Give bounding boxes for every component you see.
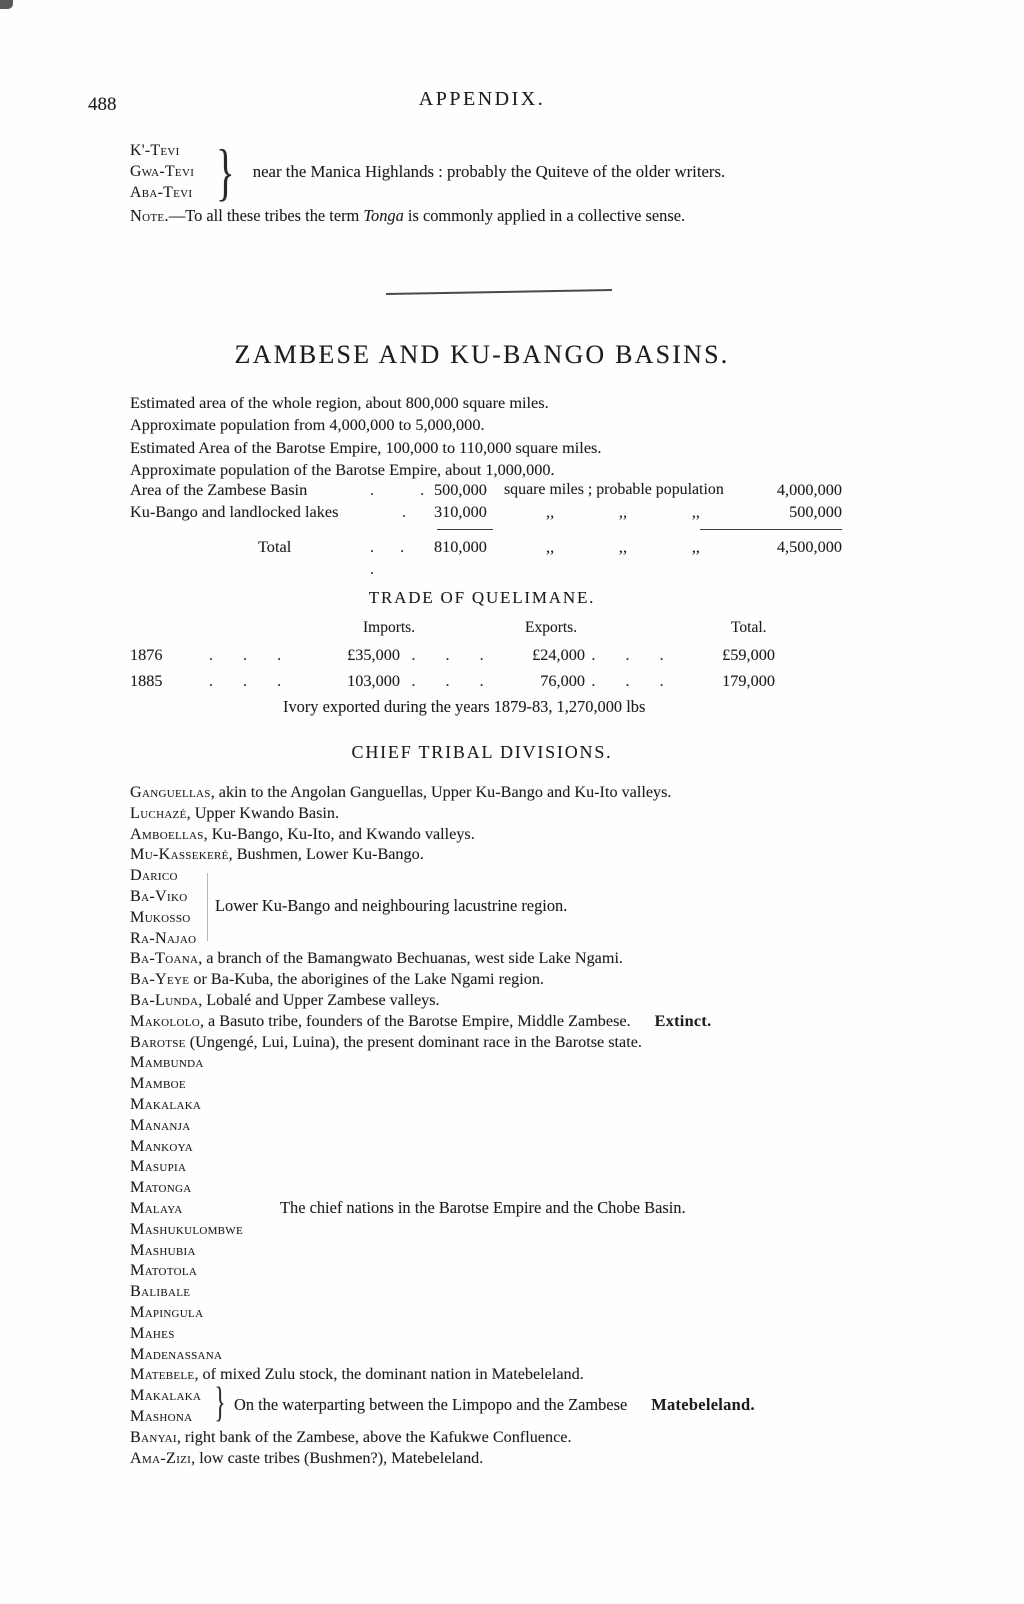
- exports-value: 76,000: [540, 671, 585, 690]
- entry-text: , low caste tribes (Bushmen?), Matebeleland.: [191, 1448, 484, 1467]
- tribal-entry: [130, 1115, 930, 1136]
- column-header-imports: Imports.: [363, 619, 416, 636]
- entry-text: On the waterparting between the Limpopo and the Zambese: [234, 1395, 628, 1415]
- dot-leader: . . .: [411, 671, 484, 690]
- table-row: [130, 642, 775, 668]
- ditto-marks: [504, 501, 734, 523]
- tribe-name: Mashona: [130, 1406, 193, 1425]
- dot-leader: . . .: [370, 537, 405, 578]
- dot-leader: .: [402, 502, 407, 521]
- year: 1885: [130, 671, 163, 690]
- tribe-name: Amboellas: [130, 824, 204, 843]
- tribe-name: Mamboe: [130, 1074, 186, 1093]
- entry-extra: Matebeleland.: [651, 1395, 755, 1415]
- tribal-entry: [130, 990, 930, 1011]
- tribe-name: Mu-Kassekeré: [130, 845, 229, 864]
- tribe-name: Mashukulombwe: [130, 1219, 244, 1238]
- tribe-name: Mananja: [130, 1115, 191, 1134]
- tribe-name: Matebele: [130, 1365, 195, 1384]
- tribe-name: Malaya: [130, 1198, 183, 1217]
- page-number: 488: [88, 94, 117, 115]
- stat-line: Estimated Area of the Barotse Empire, 100,000 to 110,000 square miles.: [130, 437, 602, 457]
- tribal-entry: [130, 824, 930, 845]
- stat-line: Approximate population of the Barotse Empire, about 1,000,000.: [130, 459, 555, 479]
- sum-rule-left: [437, 529, 493, 530]
- entry-text: (Ungengé, Lui, Luina), the present dominant race in the Barotse state.: [185, 1032, 642, 1051]
- brace-glyph: }: [216, 135, 235, 207]
- area-value: 810,000: [434, 537, 487, 556]
- tribe-name: Ganguellas: [130, 783, 211, 801]
- tribal-brace-group: [130, 1380, 930, 1427]
- tribe-name: Mambunda: [130, 1053, 204, 1072]
- tribal-stack: [130, 1052, 930, 1364]
- total-value: £59,000: [722, 645, 775, 664]
- entry-text: , of mixed Zulu stock, the dominant nation in Matebeleland.: [194, 1365, 584, 1384]
- tribe-name: Mahes: [130, 1323, 175, 1342]
- tribal-entry: [130, 803, 930, 824]
- ditto: ,,: [691, 502, 700, 521]
- area-value: 500,000: [434, 480, 487, 499]
- group-note: The chief nations in the Barotse Empire and the Chobe Basin.: [280, 1197, 686, 1217]
- stat-line: Approximate population from 4,000,000 to 5,000,000.: [130, 415, 485, 435]
- ditto: ,,: [618, 537, 628, 556]
- tribe-name: Ama-Zizi: [130, 1448, 192, 1467]
- note-label: Note.: [130, 206, 169, 225]
- tribal-entry: [130, 1011, 930, 1032]
- tribe-name: Makololo: [130, 1011, 200, 1030]
- tribe-name: K'-Tevi: [130, 142, 180, 159]
- tribe-name: Barotse: [130, 1032, 186, 1051]
- table-total-row: [130, 536, 842, 578]
- tribal-entry: [130, 1427, 930, 1448]
- entry-text: , Bushmen, Lower Ku-Bango.: [228, 845, 424, 864]
- note-line: [130, 206, 685, 226]
- scan-artifact-corner: [0, 0, 13, 9]
- ditto: ,,: [546, 502, 555, 521]
- note-text: To all these tribes the term: [185, 206, 364, 225]
- sum-rules: [130, 523, 842, 536]
- dot-leader: . . .: [591, 671, 664, 690]
- section-title-basins: ZAMBESE AND KU-BANGO BASINS.: [234, 340, 730, 369]
- tribal-entry: [130, 1344, 930, 1365]
- tribe-name: Ba-Lunda: [130, 990, 199, 1009]
- ditto: ,,: [546, 537, 555, 556]
- brace-glyph: }: [214, 1380, 226, 1427]
- tribal-entry: [130, 1240, 930, 1261]
- table-row: [130, 501, 842, 523]
- row-label: Total: [258, 537, 292, 556]
- tribal-entry: [130, 1302, 930, 1323]
- population-value: 4,500,000: [776, 537, 842, 556]
- section-title-tribal: CHIEF TRIBAL DIVISIONS.: [351, 742, 613, 762]
- area-population-table: [130, 479, 842, 578]
- tribal-entry: [130, 948, 930, 969]
- imports-value: 103,000: [347, 671, 400, 690]
- entry-text: , akin to the Angolan Ganguellas, Upper Ku-Bango and Ku-Ito valleys.: [210, 783, 672, 801]
- column-header-total: Total.: [731, 619, 767, 636]
- tribal-entry: [130, 865, 930, 886]
- tribe-name: Mukosso: [130, 907, 191, 926]
- ditto: ,,: [691, 537, 700, 556]
- entry-text: , Lobalé and Upper Zambese valleys.: [198, 990, 440, 1009]
- note-text: is commonly applied in a collective sense.: [403, 206, 686, 225]
- entry-text: , Upper Kwando Basin.: [186, 803, 340, 822]
- tribe-name: Makalaka: [130, 1094, 202, 1113]
- tribe-name: Luchazé: [130, 803, 187, 822]
- table-row: [130, 668, 775, 694]
- section-divider: [386, 289, 612, 295]
- tevi-names-column: [130, 140, 210, 203]
- dot-leader: . . .: [208, 645, 282, 664]
- tribe-name: Matotola: [130, 1261, 198, 1280]
- tribal-entry: [130, 1177, 930, 1198]
- sum-rule-right: [700, 529, 842, 530]
- tribal-entry: [130, 782, 930, 803]
- note-italic-term: Tonga: [363, 206, 404, 225]
- row-caption: square miles ; probable population: [504, 481, 724, 498]
- group-note: near the Manica Highlands : probably the Quiteve of the older writers.: [252, 161, 726, 181]
- tribe-name: Mapingula: [130, 1302, 204, 1321]
- group-note: [234, 1395, 755, 1415]
- imports-value: £35,000: [347, 645, 400, 664]
- entry-extra: Extinct.: [654, 1011, 712, 1030]
- year: 1876: [130, 645, 163, 664]
- tribe-name: Makalaka: [130, 1386, 202, 1405]
- area-value: 310,000: [434, 502, 487, 521]
- trade-table: [130, 642, 775, 694]
- tribal-entry: [130, 1136, 930, 1157]
- section-title-trade: TRADE OF QUELIMANE.: [368, 588, 596, 607]
- tribal-entry: [130, 1094, 930, 1115]
- dot-leader: . . .: [591, 645, 664, 664]
- ditto: ,,: [618, 502, 628, 521]
- tribal-brace-group: [130, 865, 930, 948]
- table-row: [130, 479, 842, 501]
- entry-text: , a Basuto tribe, founders of the Barotse Empire, Middle Zambese.: [199, 1011, 631, 1030]
- basin-statistics: [130, 392, 601, 481]
- page-title: APPENDIX.: [418, 88, 546, 110]
- entry-text: , a branch of the Bamangwato Bechuanas, west side Lake Ngami.: [198, 949, 623, 968]
- tribe-name: Darico: [130, 866, 178, 885]
- tribal-entry: [130, 1323, 930, 1344]
- tribal-entry: [130, 1156, 930, 1177]
- row-label: Ku-Bango and landlocked lakes: [130, 502, 339, 521]
- tribe-name: Ba-Yeye: [130, 970, 190, 989]
- tribe-name: Gwa-Tevi: [130, 163, 195, 180]
- entry-text: , right bank of the Zambese, above the Kafukwe Confluence.: [176, 1427, 572, 1446]
- tribe-name: Mankoya: [130, 1136, 193, 1155]
- entry-text: or Ba-Kuba, the aborigines of the Lake Ngami region.: [189, 970, 544, 989]
- dot-leader: . . .: [411, 645, 484, 664]
- tribal-entry: [130, 969, 930, 990]
- tribe-name: Mashubia: [130, 1240, 196, 1259]
- dot-leader: . . .: [208, 671, 282, 690]
- tribal-entry: [130, 1073, 930, 1094]
- total-value: 179,000: [722, 671, 775, 690]
- population-value: 500,000: [789, 502, 842, 521]
- stat-line: Estimated area of the whole region, about 800,000 square miles.: [130, 393, 549, 412]
- tribe-name: Balibale: [130, 1282, 191, 1301]
- tribe-name: Masupia: [130, 1157, 187, 1176]
- tribal-divisions-list: [130, 782, 930, 1468]
- tribe-name: Madenassana: [130, 1344, 223, 1363]
- population-value: 4,000,000: [776, 480, 842, 499]
- tribe-name: Banyai: [130, 1427, 177, 1446]
- group-note: Lower Ku-Bango and neighbouring lacustrine region.: [215, 896, 568, 916]
- tribe-name: Matonga: [130, 1178, 192, 1197]
- tribal-entry: [130, 1032, 930, 1053]
- tribe-name: Aba-Tevi: [130, 184, 193, 201]
- tribal-entry: [130, 1219, 930, 1240]
- tribal-entry: [130, 1281, 930, 1302]
- tribal-entry: [130, 928, 930, 949]
- tevi-tribes-group: [130, 135, 726, 207]
- entry-text: , Ku-Bango, Ku-Ito, and Kwando valleys.: [203, 824, 475, 843]
- row-label: Area of the Zambese Basin: [130, 480, 308, 499]
- tribal-entry: [130, 1260, 930, 1281]
- tribal-entry: [130, 1448, 930, 1469]
- exports-value: £24,000: [532, 645, 585, 664]
- tribal-entry: [130, 1364, 930, 1385]
- brace-line: [207, 873, 208, 941]
- tribal-entry: [130, 1052, 930, 1073]
- column-header-exports: Exports.: [525, 619, 578, 636]
- tribe-name: Ba-Toana: [130, 949, 199, 968]
- ivory-footnote: Ivory exported during the years 1879-83, 1,270,000 lbs: [283, 697, 646, 716]
- ditto-marks: [504, 536, 734, 558]
- dot-leader: . .: [370, 480, 425, 499]
- tribal-entry: [130, 844, 930, 865]
- tribe-name: Ra-Najao: [130, 928, 197, 947]
- note-dash: —: [168, 206, 186, 225]
- tribe-name: Ba-Viko: [130, 886, 188, 905]
